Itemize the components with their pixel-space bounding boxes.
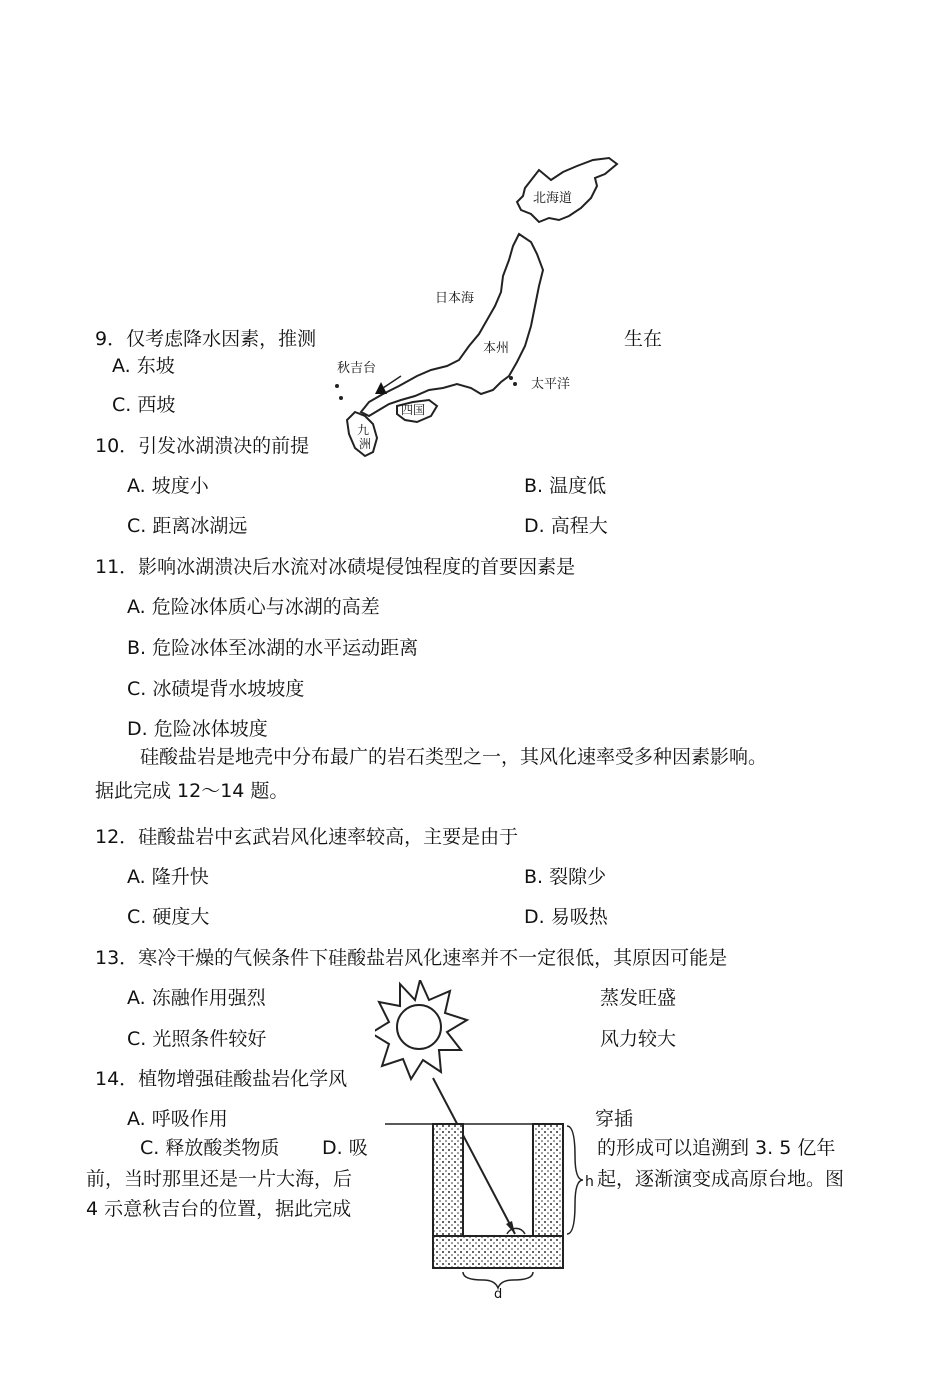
width-brace bbox=[463, 1272, 533, 1288]
q10-option-d: D. 高程大 bbox=[524, 515, 608, 537]
japan-map bbox=[325, 150, 625, 460]
q12-option-d: D. 易吸热 bbox=[524, 906, 608, 928]
label-kyushu-1: 九 bbox=[357, 423, 370, 437]
q13-option-d-tail: 风力较大 bbox=[600, 1028, 677, 1050]
label-kyushu-2: 洲 bbox=[359, 437, 372, 451]
passage2-line2-head: 前，当时那里还是一片大海，后 bbox=[86, 1168, 353, 1190]
q14-option-c: C. 释放酸类物质 bbox=[140, 1137, 280, 1159]
q13-option-a: A. 冻融作用强烈 bbox=[127, 987, 266, 1009]
q14-option-b-tail: 穿插 bbox=[595, 1108, 634, 1130]
label-sea-of-japan: 日本海 bbox=[435, 291, 475, 306]
label-d: d bbox=[494, 1287, 503, 1300]
island-dot bbox=[335, 384, 339, 388]
incidence-angle-arc bbox=[507, 1228, 525, 1234]
q10-option-b: B. 温度低 bbox=[524, 475, 607, 497]
passage2-line3-head: 4 示意秋吉台的位置，据此完成 bbox=[86, 1198, 352, 1220]
rock-wall-right bbox=[533, 1124, 563, 1236]
q11-option-a: A. 危险冰体质心与冰湖的高差 bbox=[127, 596, 380, 618]
label-honshu: 本州 bbox=[483, 341, 510, 356]
sun-icon bbox=[375, 980, 467, 1079]
label-h: h bbox=[585, 1174, 594, 1190]
q11-stem: 11．影响冰湖溃决后水流对冰碛堤侵蚀程度的首要因素是 bbox=[95, 556, 576, 578]
q12-stem: 12．硅酸盐岩中玄武岩风化速率较高，主要是由于 bbox=[95, 826, 519, 848]
q10-option-c: C. 距离冰湖远 bbox=[127, 515, 248, 537]
q13-option-c: C. 光照条件较好 bbox=[127, 1028, 267, 1050]
q10-stem: 10．引发冰湖溃决的前提 bbox=[95, 435, 310, 457]
q13-option-b-tail: 蒸发旺盛 bbox=[600, 987, 677, 1009]
island-dot bbox=[513, 382, 517, 386]
fissure-diagram bbox=[375, 980, 600, 1300]
q9-stem: 9．仅考虑降水因素，推测 bbox=[95, 328, 317, 350]
q11-option-b: B. 危险冰体至冰湖的水平运动距离 bbox=[127, 637, 419, 659]
label-akiyoshidai: 秋吉台 bbox=[337, 361, 377, 376]
q13-stem: 13．寒冷干燥的气候条件下硅酸盐岩风化速率并不一定很低，其原因可能是 bbox=[95, 947, 728, 969]
fissure-diagram-figure bbox=[375, 980, 600, 1300]
passage1-line1: 硅酸盐岩是地壳中分布最广的岩石类型之一，其风化速率受多种因素影响。 bbox=[140, 746, 768, 768]
q11-option-d: D. 危险冰体坡度 bbox=[127, 718, 268, 740]
q12-option-c: C. 硬度大 bbox=[127, 906, 210, 928]
honshu-outline bbox=[361, 234, 543, 416]
passage1-line2: 据此完成 12～14 题。 bbox=[95, 780, 289, 802]
q9-option-a: A. 东坡 bbox=[112, 355, 175, 377]
q14-option-d: D. 吸 bbox=[322, 1137, 368, 1159]
label-hokkaido: 北海道 bbox=[533, 191, 573, 206]
q9-stem-tail: 生在 bbox=[624, 328, 663, 350]
rock-wall-left bbox=[433, 1124, 463, 1236]
q14-stem: 14．植物增强硅酸盐岩化学风 bbox=[95, 1068, 348, 1090]
akiyoshidai-marker-icon bbox=[375, 382, 387, 394]
island-dot bbox=[339, 396, 343, 400]
label-pacific: 太平洋 bbox=[531, 377, 571, 392]
label-shikoku: 四国 bbox=[401, 403, 426, 417]
island-dot bbox=[509, 376, 513, 380]
q12-option-b: B. 裂隙少 bbox=[524, 866, 607, 888]
hokkaido-outline bbox=[517, 158, 617, 222]
passage2-line1-tail: 的形成可以追溯到 3. 5 亿年 bbox=[597, 1137, 836, 1159]
q11-option-c: C. 冰碛堤背水坡坡度 bbox=[127, 678, 305, 700]
q10-option-a: A. 坡度小 bbox=[127, 475, 209, 497]
q14-option-a: A. 呼吸作用 bbox=[127, 1108, 228, 1130]
passage2-line2-tail: 起，逐渐演变成高原台地。图 bbox=[597, 1168, 845, 1190]
rock-base bbox=[433, 1236, 563, 1268]
japan-map-figure bbox=[325, 150, 625, 460]
q9-option-c: C. 西坡 bbox=[112, 394, 176, 416]
q12-option-a: A. 隆升快 bbox=[127, 866, 209, 888]
height-brace bbox=[567, 1126, 583, 1234]
